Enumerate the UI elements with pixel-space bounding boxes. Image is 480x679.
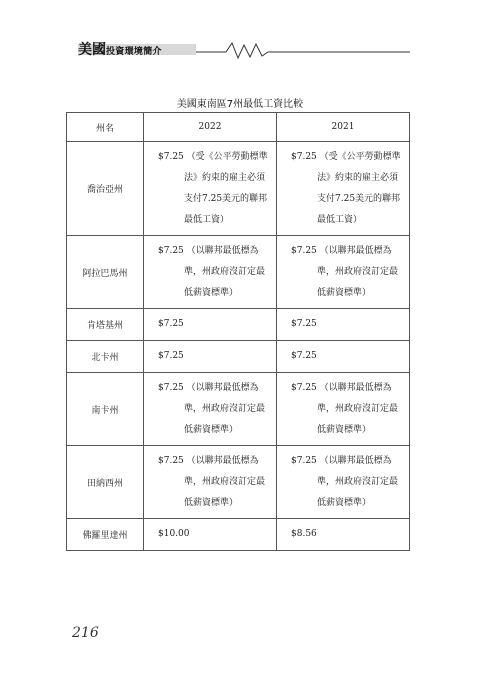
wage-text-line: $7.25 （以聯邦最低標為 — [291, 456, 392, 466]
wage-text-line: 準，州政府沒訂定最 — [184, 477, 266, 487]
wage-text-line: $7.25 （以聯邦最低標為 — [158, 383, 259, 393]
table-row — [67, 309, 410, 341]
wage-2022-cell — [144, 519, 277, 551]
wage-text-line: 低薪資標準） — [184, 498, 239, 508]
wage-text-line: 法》約束的雇主必須 — [184, 173, 266, 183]
wage-text-line: $7.25 （受《公平勞動標準 — [158, 152, 268, 162]
wage-2022-cell — [144, 341, 277, 373]
wage-text-line: $7.25 — [291, 319, 317, 329]
wage-text-line: 準，州政府沒訂定最 — [317, 477, 399, 487]
wage-text-line: $7.25 （以聯邦最低標為 — [291, 246, 392, 256]
wage-text-line: $8.56 — [291, 529, 317, 539]
wage-2021-cell — [277, 309, 410, 341]
wage-text-line: $7.25 — [158, 351, 184, 361]
state-name-cell: 阿拉巴馬州 — [67, 236, 144, 309]
wage-2021-cell — [277, 236, 410, 309]
wage-2021-cell — [277, 446, 410, 519]
state-name-cell: 南卡州 — [67, 373, 144, 446]
table-row — [67, 341, 410, 373]
wage-text-line: 低薪資標準） — [317, 425, 372, 435]
wage-2022-cell — [144, 236, 277, 309]
header-heartbeat-line — [0, 40, 480, 60]
wage-2021-cell — [277, 373, 410, 446]
wage-text-line: 低薪資標準） — [317, 498, 372, 508]
state-name-cell: 田納西州 — [67, 446, 144, 519]
header-title-sub: 投資環境簡介 — [106, 47, 162, 57]
wage-text-line: $7.25 （以聯邦最低標為 — [158, 246, 259, 256]
wage-text-line: $10.00 — [158, 529, 190, 539]
wage-text-line: 準，州政府沒訂定最 — [317, 404, 399, 414]
wage-text-line: 低薪資標準） — [184, 288, 239, 298]
column-header-state: 州名 — [67, 113, 144, 142]
column-header-2021: 2021 — [277, 113, 410, 142]
wage-2021-cell — [277, 519, 410, 551]
wage-2021-cell — [277, 142, 410, 236]
wage-text-line: $7.25 （以聯邦最低標為 — [158, 456, 259, 466]
state-name-cell: 北卡州 — [67, 341, 144, 373]
table-row — [67, 142, 410, 236]
table-body — [67, 142, 410, 551]
wage-text-line: $7.25 — [291, 351, 317, 361]
state-name-cell: 佛羅里達州 — [67, 519, 144, 551]
wage-text-line: 低薪資標準） — [184, 425, 239, 435]
table-row — [67, 519, 410, 551]
table-header-row — [67, 113, 410, 142]
wage-text-line: 支付7.25美元的聯邦 — [317, 194, 401, 204]
wage-text-line: 準，州政府沒訂定最 — [317, 267, 399, 277]
wage-text-line: 低薪資標準） — [317, 288, 372, 298]
page-header — [0, 40, 480, 60]
table-row — [67, 236, 410, 309]
table-caption: 美國東南區7州最低工資比較 — [176, 99, 304, 110]
wage-2022-cell — [144, 142, 277, 236]
wage-text-line: 法》約束的雇主必須 — [317, 173, 399, 183]
wage-text-line: 準，州政府沒訂定最 — [184, 267, 266, 277]
column-header-2022: 2022 — [144, 113, 277, 142]
state-name-cell: 肯塔基州 — [67, 309, 144, 341]
wage-text-line: $7.25 （以聯邦最低標為 — [291, 383, 392, 393]
state-name-cell: 喬治亞州 — [67, 142, 144, 236]
wage-text-line: $7.25 （受《公平勞動標準 — [291, 152, 401, 162]
wage-text-line: 支付7.25美元的聯邦 — [184, 194, 268, 204]
table-row — [67, 446, 410, 519]
wage-text-line: 最低工資） — [184, 215, 230, 225]
wage-2022-cell — [144, 373, 277, 446]
page-number: 216 — [72, 625, 99, 641]
header-title-main: 美國 — [78, 42, 106, 58]
wage-2021-cell — [277, 341, 410, 373]
wage-text-line: 最低工資） — [317, 215, 363, 225]
wage-text-line: $7.25 — [158, 319, 184, 329]
wage-2022-cell — [144, 309, 277, 341]
wage-2022-cell — [144, 446, 277, 519]
wage-comparison-table — [66, 112, 410, 551]
wage-text-line: 準，州政府沒訂定最 — [184, 404, 266, 414]
table-row — [67, 373, 410, 446]
header-title — [78, 41, 162, 60]
